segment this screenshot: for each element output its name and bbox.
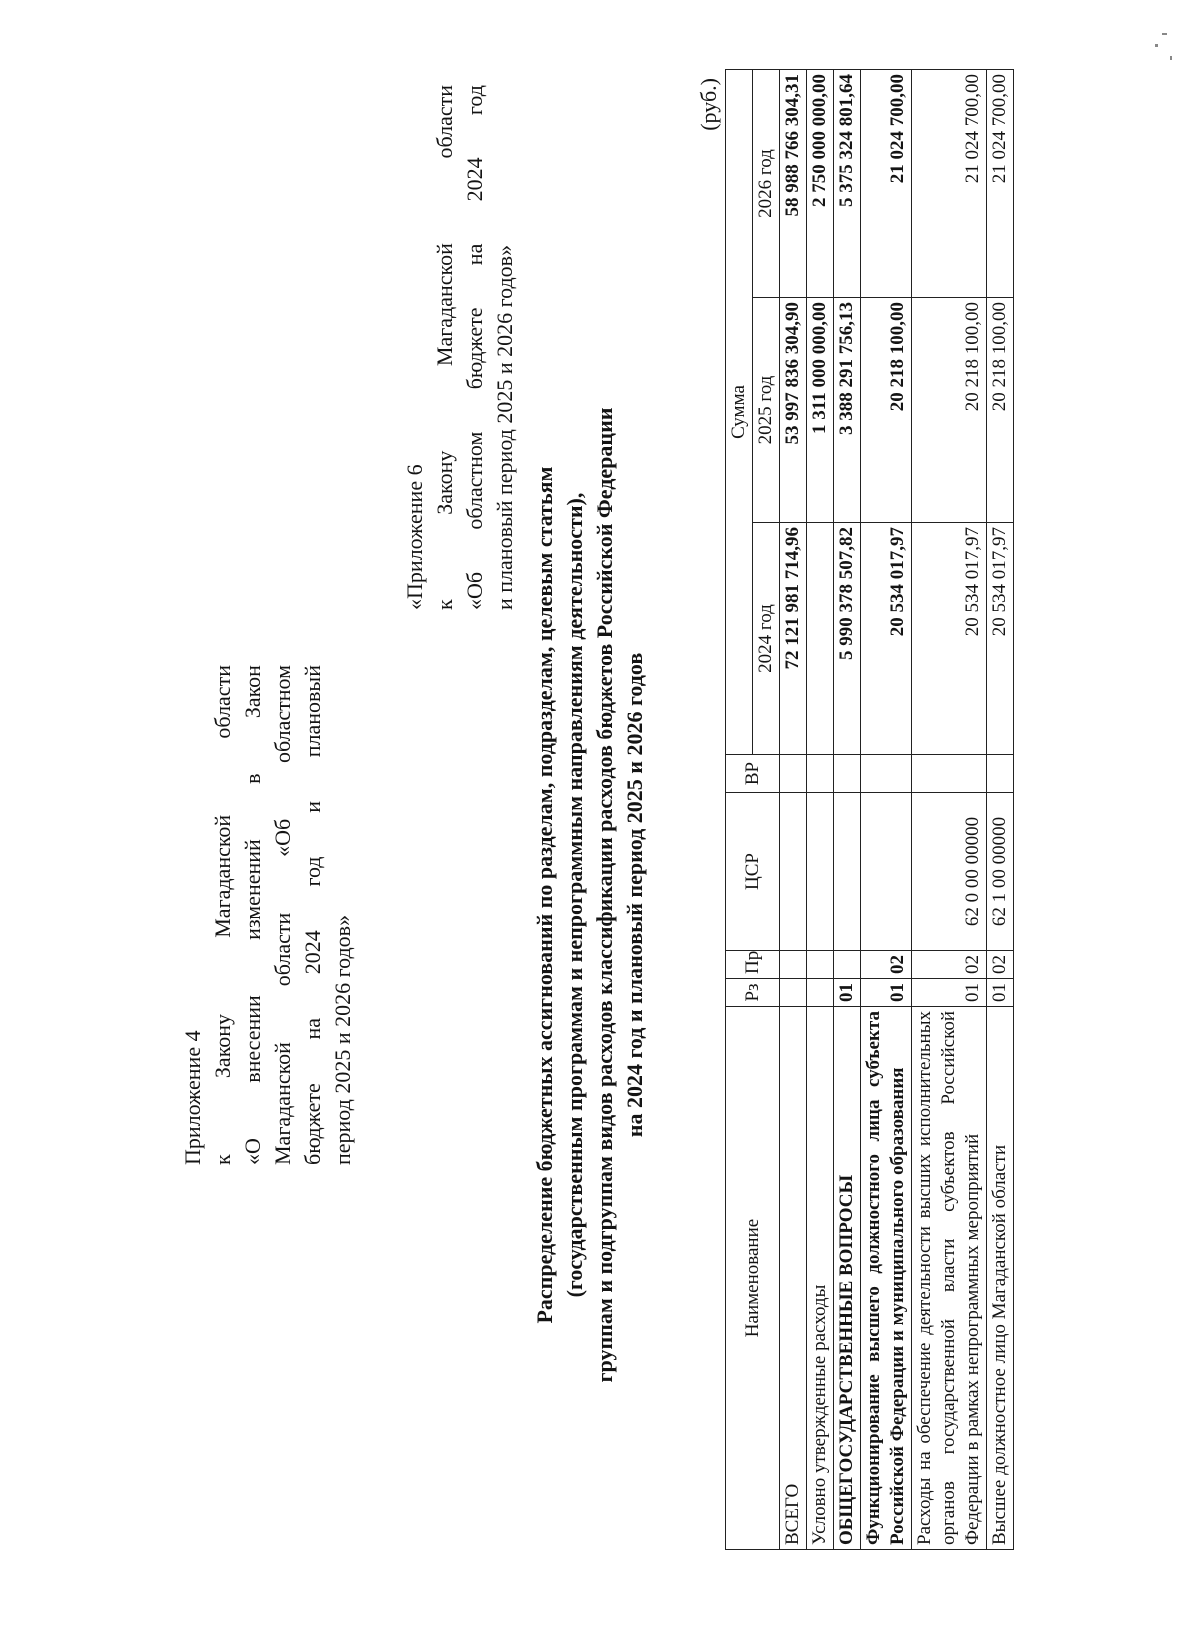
cell-rz <box>780 979 807 1007</box>
header-csr: ЦСР <box>726 793 780 951</box>
table-row <box>780 70 807 1550</box>
appendix-6-word: и плановый период 2025 и 2026 годов» <box>492 244 517 610</box>
cell-vr <box>780 755 807 793</box>
cell-2025: 20 218 100,00 <box>912 298 987 523</box>
appendix-4-line <box>268 665 298 1165</box>
table-row <box>987 70 1014 1550</box>
cell-csr: 62 1 00 00000 <box>987 793 1014 951</box>
header-name: Наименование <box>726 1007 780 1550</box>
appendix-4-line <box>178 665 208 1165</box>
appendix-4-word: областном <box>270 665 295 764</box>
title-line: (государственным программам и непрограммным направлениям деятельности), <box>562 492 587 1298</box>
cell-2025: 20 218 100,00 <box>987 298 1014 523</box>
appendix-4-line <box>298 665 328 1165</box>
header-rz: Рз <box>726 979 780 1007</box>
appendix-4-word: области <box>210 665 235 739</box>
appendix-6-word: Магаданской <box>432 243 457 367</box>
header-2024: 2024 год <box>753 523 780 755</box>
budget-table <box>725 69 1014 1550</box>
cell-2024: 5 990 378 507,82 <box>834 523 861 755</box>
appendix-4-word: изменений <box>240 839 265 940</box>
appendix-4-word: 2024 <box>300 930 325 975</box>
cell-2026: 21 024 700,00 <box>912 70 987 298</box>
cell-name: Расходы на обеспечение деятельности высших исполнительных органов государственной власти субъектов Российской Федерации в рамках непрограммных мероприятий <box>912 1007 987 1550</box>
header-2025: 2025 год <box>753 298 780 523</box>
cell-csr <box>807 793 834 951</box>
appendix-6-caption <box>400 85 520 610</box>
appendix-4-word: Магаданской <box>210 814 235 938</box>
document-title <box>530 335 650 1455</box>
header-sum: Сумма <box>726 70 753 755</box>
cell-name: ОБЩЕГОСУДАРСТВЕННЫЕ ВОПРОСЫ <box>834 1007 861 1550</box>
cell-2025: 20 218 100,00 <box>861 298 912 523</box>
cell-pr <box>780 951 807 979</box>
appendix-4-word: Закон <box>240 665 265 719</box>
cell-vr <box>912 755 987 793</box>
cell-2025: 3 388 291 756,13 <box>834 298 861 523</box>
cell-2026: 58 988 766 304,31 <box>780 70 807 298</box>
table-row <box>807 70 834 1550</box>
appendix-6-word: бюджете <box>462 307 487 390</box>
title-line: на 2024 год и плановый период 2025 и 2026 годов <box>622 652 647 1138</box>
appendix-6-word: «Приложение 6 <box>402 464 427 610</box>
cell-name: ВСЕГО <box>780 1007 807 1550</box>
appendix-4-word: период 2025 и 2026 годов» <box>330 914 355 1165</box>
cell-2024 <box>807 523 834 755</box>
appendix-4-word: «Об <box>270 818 295 857</box>
cell-name: Высшее должностное лицо Магаданской области <box>987 1007 1014 1550</box>
header-vr: ВР <box>726 755 780 793</box>
cell-2024: 20 534 017,97 <box>987 523 1014 755</box>
appendix-6-word: на <box>462 243 487 266</box>
appendix-4-word: области <box>270 912 295 987</box>
appendix-4-line <box>328 665 358 1165</box>
table-row <box>861 70 912 1550</box>
title-line: группам и подгруппам видов расходов классификации расходов бюджетов Российской Федерации <box>592 407 617 1383</box>
table-row <box>912 70 987 1550</box>
currency-unit: (руб.) <box>696 78 721 131</box>
cell-rz <box>807 979 834 1007</box>
appendix-6-word: областном <box>462 431 487 530</box>
appendix-4-line <box>238 665 268 1165</box>
cell-pr <box>807 951 834 979</box>
appendix-4-word: «О <box>240 1138 265 1165</box>
appendix-4-word: бюджете <box>300 1083 325 1165</box>
cell-vr <box>807 755 834 793</box>
cell-csr <box>780 793 807 951</box>
cell-2025: 1 311 000 000,00 <box>807 298 834 523</box>
appendix-4-word: в <box>240 773 265 784</box>
cell-pr <box>834 951 861 979</box>
cell-2024: 20 534 017,97 <box>912 523 987 755</box>
appendix-4-word: год <box>300 856 325 887</box>
appendix-4-word: на <box>300 1017 325 1040</box>
cell-2026: 2 750 000 000,00 <box>807 70 834 298</box>
appendix-4-line <box>208 665 238 1165</box>
cell-vr <box>834 755 861 793</box>
cell-2024: 20 534 017,97 <box>861 523 912 755</box>
cell-name: Условно утвержденные расходы <box>807 1007 834 1550</box>
appendix-4-word: Магаданской <box>270 1042 295 1165</box>
cell-2024: 72 121 981 714,96 <box>780 523 807 755</box>
scan-speck <box>1170 56 1172 60</box>
cell-rz: 01 <box>861 979 912 1007</box>
cell-2026: 21 024 700,00 <box>987 70 1014 298</box>
cell-rz: 01 <box>987 979 1014 1007</box>
appendix-4-word: внесении <box>240 995 265 1083</box>
appendix-6-word: области <box>432 85 457 159</box>
cell-csr <box>834 793 861 951</box>
appendix-4-word: Закону <box>210 1013 235 1079</box>
cell-pr: 02 <box>987 951 1014 979</box>
appendix-6-line <box>430 85 460 610</box>
cell-name: Функционирование высшего должностного лица субъекта Российской Федерации и муниципального образования <box>861 1007 912 1550</box>
table-row <box>834 70 861 1550</box>
cell-rz: 01 <box>834 979 861 1007</box>
cell-2026: 21 024 700,00 <box>861 70 912 298</box>
title-line: Распределение бюджетных ассигнований по разделам, подразделам, целевым статьям <box>532 466 557 1324</box>
appendix-6-word: к <box>432 599 457 610</box>
appendix-6-word: 2024 <box>462 157 487 202</box>
cell-2025: 53 997 836 304,90 <box>780 298 807 523</box>
cell-csr <box>861 793 912 951</box>
appendix-6-word: год <box>462 85 487 116</box>
cell-vr <box>987 755 1014 793</box>
cell-pr: 02 <box>912 951 987 979</box>
appendix-6-word: «Об <box>462 571 487 610</box>
appendix-4-word: и <box>300 800 325 813</box>
cell-pr: 02 <box>861 951 912 979</box>
cell-csr: 62 0 00 00000 <box>912 793 987 951</box>
appendix-4-word: плановый <box>300 665 325 758</box>
scan-speck <box>1162 33 1167 35</box>
cell-rz: 01 <box>912 979 987 1007</box>
appendix-6-word: Закону <box>432 450 457 515</box>
scan-speck <box>1155 44 1158 47</box>
header-2026: 2026 год <box>753 70 780 298</box>
appendix-6-line <box>400 85 430 610</box>
appendix-4-caption <box>178 665 358 1165</box>
header-pr: Пр <box>726 951 780 979</box>
appendix-4-word: Приложение 4 <box>180 1030 205 1165</box>
appendix-6-line <box>460 85 490 610</box>
appendix-6-line <box>490 85 520 610</box>
cell-vr <box>861 755 912 793</box>
cell-2026: 5 375 324 801,64 <box>834 70 861 298</box>
appendix-4-word: к <box>210 1154 235 1165</box>
